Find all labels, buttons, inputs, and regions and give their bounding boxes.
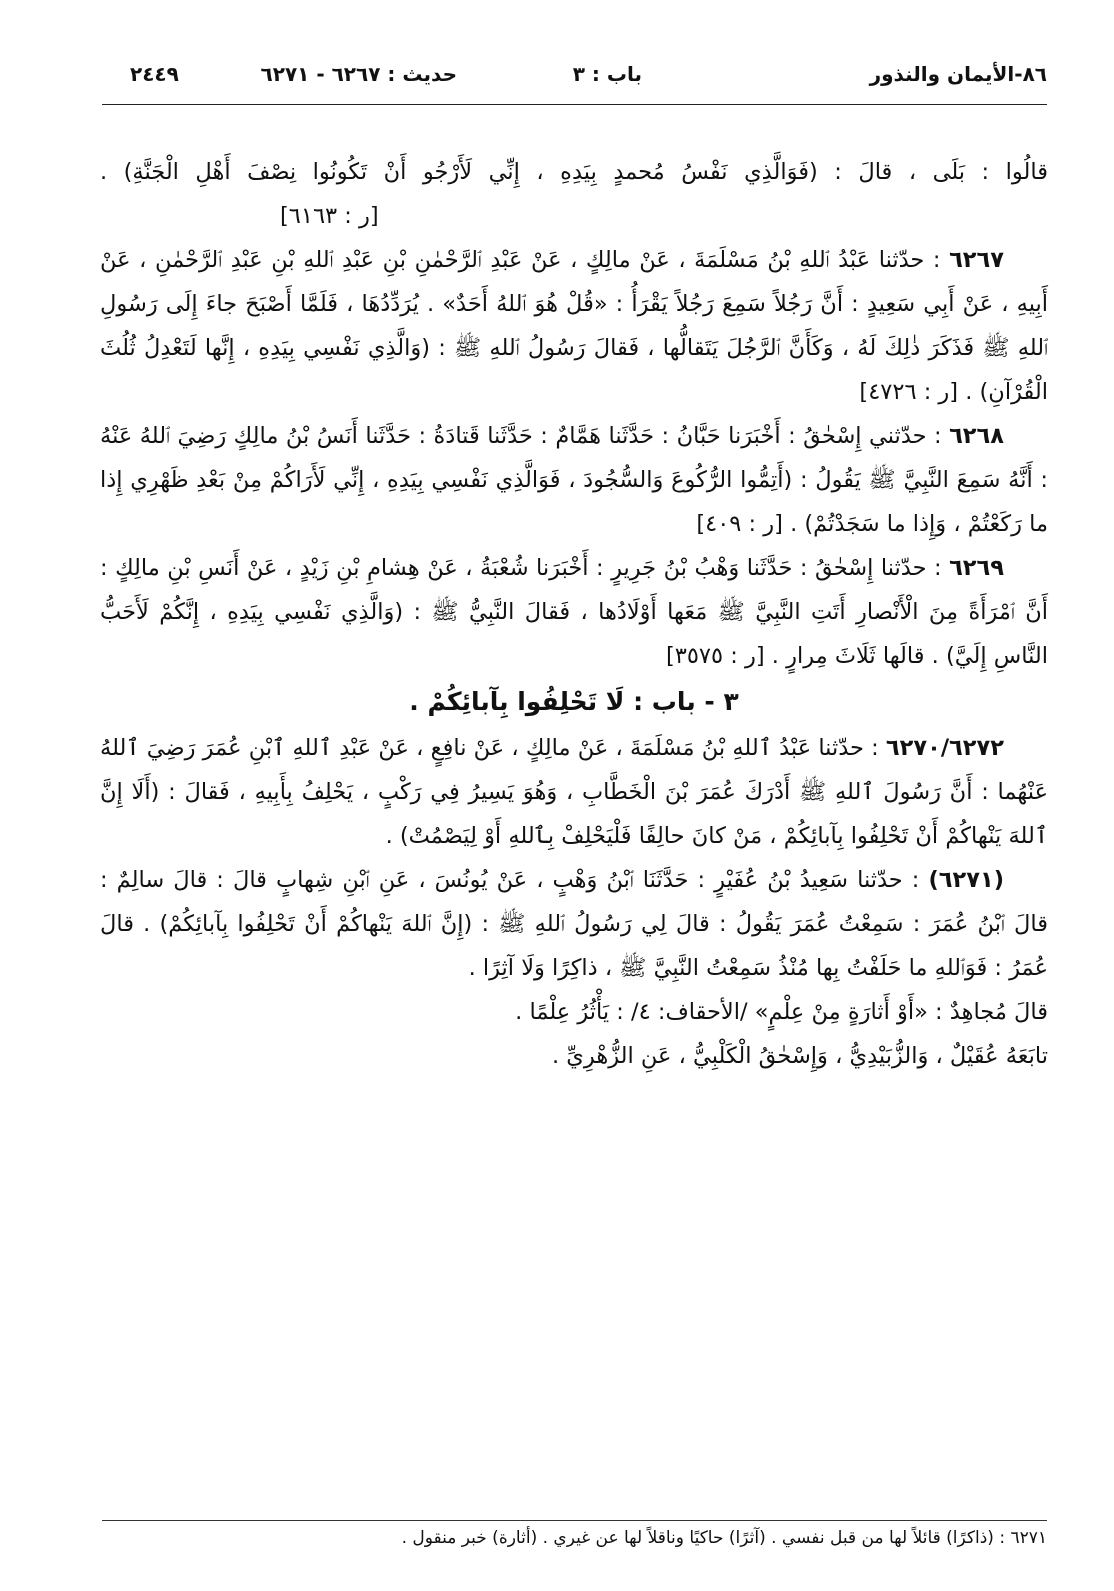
hadith-text: : حدّثني إِسْحٰقُ : أَخْبَرَنا حَبَّانُ : حَدَّثَنا هَمَّامٌ : حَدَّثَنا قَتادَةُ : حَدَّثَنا أَنَسُ بْنُ مالِكٍ رَضِيَ ٱللهُ عَنْهُ : أَنَّهُ سَمِعَ النَّبِيَّ ﷺ يَقُولُ : (أَتِمُّوا الرُّكُوعَ وَالسُّجُودَ ، فَوَالَّذِي نَفْسِي بِيَدِهِ ، إِنِّي لَأَرَاكُمْ مِنْ بَعْدِ ظَهْرِي إِذا ما رَكَعْتُمْ ، وَإِذا ما سَجَدْتُمْ) . [ر : ٤٠٩] <box>100 423 1048 537</box>
hadith-paragraph <box>100 546 1048 678</box>
chapter-title: ٨٦-الأيمان والنذور <box>869 62 1047 86</box>
footnote-rule <box>102 1520 1047 1521</box>
hadith-text: : حدّثنا سَعِيدُ بْنُ عُفَيْرٍ : حَدَّثَنَا ٱبْنُ وَهْبٍ ، عَنْ يُونُسَ ، عَنِ ٱبْنِ شِهابٍ قالَ : قالَ سالِمٌ : قالَ ٱبْنُ عُمَرَ : سَمِعْتُ عُمَرَ يَقُولُ : قالَ لِي رَسُولُ ٱللهِ ﷺ : (إِنَّ ٱللهَ يَنْهاكُمْ أَنْ تَحْلِفُوا بِآبائِكُمْ) . قالَ عُمَرُ : فَوَٱللهِ ما حَلَفْتُ بِها مُنْذُ سَمِعْتُ النَّبِيَّ ﷺ ، ذاكِرًا وَلَا آثِرًا . <box>100 867 1048 981</box>
main-text <box>100 150 1048 1078</box>
hadith-number: ٦٢٦٧ <box>949 247 1004 273</box>
header-rule <box>102 104 1047 105</box>
hadith-paragraph <box>100 238 1048 414</box>
hadith-text: : حدّثنا عَبْدُ ٱللهِ بْنُ مَسْلَمَةَ ، عَنْ مالِكٍ ، عَنْ نافِعٍ ، عَنْ عَبْدِ ٱللهِ ٱبْنِ عُمَرَ رَضِيَ ٱللهُ عَنْهُما : أَنَّ رَسُولَ ٱللهِ ﷺ أَدْرَكَ عُمَرَ بْنَ الْخَطَّابِ ، وَهُوَ يَسِيرُ فِي رَكْبٍ ، يَحْلِفُ بِأَبِيهِ ، فَقالَ : (أَلَا إِنَّ ٱللهَ يَنْهاكُمْ أَنْ تَحْلِفُوا بِآبائِكُمْ ، مَنْ كانَ حالِفًا فَلْيَحْلِفْ بِٱللهِ أَوْ لِيَصْمُتْ) . <box>100 735 1048 849</box>
hadith-number: ٦٢٦٩ <box>949 555 1004 581</box>
hadith-number: (٦٢٧١) <box>928 867 1004 893</box>
reference: [ر : ٦١٦٣] <box>280 203 379 229</box>
hadith-number: ٦٢٦٨ <box>949 423 1004 449</box>
commentary-line: قالَ مُجاهِدٌ : «أَوْ أَثارَةٍ مِنْ عِلْمٍ» /الأحقاف: ٤/ : يَأْثُرُ عِلْمًا . <box>515 999 1048 1025</box>
hadith-paragraph <box>100 414 1048 546</box>
hadith-number: ٦٢٧٠/٦٢٧٢ <box>885 735 1004 761</box>
hadith-range: حديث : ٦٢٦٧ - ٦٢٧١ <box>260 62 457 86</box>
hadith-paragraph <box>100 858 1048 990</box>
commentary-line: تابَعَهُ عُقَيْلٌ ، وَالزُّبَيْدِيُّ ، وَإِسْحٰقُ الْكَلْبِيُّ ، عَنِ الزُّهْرِيِّ . <box>552 1043 1048 1069</box>
hadith-paragraph <box>100 726 1048 858</box>
footnote: ٦٢٧١ : (ذاكرًا) قائلاً لها من قبل نفسي . (آثرًا) حاكيًا وناقلاً لها عن غيري . (أثارة) خبر منقول . <box>401 1528 1047 1548</box>
page-number: ٢٤٤٩ <box>130 62 179 86</box>
hadith-text: : حدّثنا عَبْدُ ٱللهِ بْنُ مَسْلَمَةَ ، عَنْ مالِكٍ ، عَنْ عَبْدِ ٱلرَّحْمٰنِ بْنِ عَبْدِ ٱللهِ بْنِ عَبْدِ ٱلرَّحْمٰنِ ، عَنْ أَبِيهِ ، عَنْ أَبِي سَعِيدٍ : أَنَّ رَجُلاً سَمِعَ رَجُلاً يَقْرَأُ : «قُلْ هُوَ ٱللهُ أَحَدٌ» . يُرَدِّدُهَا ، فَلَمَّا أَصْبَحَ جاءَ إِلَى رَسُولِ ٱللهِ ﷺ فَذَكَرَ ذٰلِكَ لَهُ ، وَكَأَنَّ ٱلرَّجُلَ يَتَقالُّها ، فَقالَ رَسُولُ ٱللهِ ﷺ : (وَالَّذِي نَفْسِي بِيَدِهِ ، إِنَّها لَتَعْدِلُ ثُلُثَ الْقُرْآنِ) . [ر : ٤٧٢٦] <box>100 247 1048 405</box>
hadith-text: : حدّثنا إِسْحٰقُ : حَدَّثَنا وَهْبُ بْنُ جَرِيرٍ : أَخْبَرَنا شُعْبَةُ ، عَنْ هِشامِ بْنِ زَيْدٍ ، عَنْ أَنَسِ بْنِ مالِكٍ : أَنَّ ٱمْرَأَةً مِنَ الْأَنْصارِ أَتَتِ النَّبِيَّ ﷺ مَعَها أَوْلَادُها ، فَقالَ النَّبِيُّ ﷺ : (وَالَّذِي نَفْسِي بِيَدِهِ ، إِنَّكُمْ لَأَحَبُّ النَّاسِ إِلَيَّ) . قالَها ثَلَاثَ مِرارٍ . [ر : ٣٥٧٥] <box>100 555 1048 669</box>
section-heading: ٣ - باب : لَا تَحْلِفُوا بِآبائِكُمْ . <box>409 687 739 716</box>
running-header <box>102 56 1047 100</box>
bab-label: باب : ٣ <box>572 62 642 86</box>
paragraph: قالُوا : بَلَى ، قالَ : (فَوَالَّذِي نَفْسُ مُحمدٍ بِيَدِهِ ، إِنِّي لَأَرْجُو أَنْ تَكُونُوا نِصْفَ أَهْلِ الْجَنَّةِ) . <box>100 159 1048 185</box>
